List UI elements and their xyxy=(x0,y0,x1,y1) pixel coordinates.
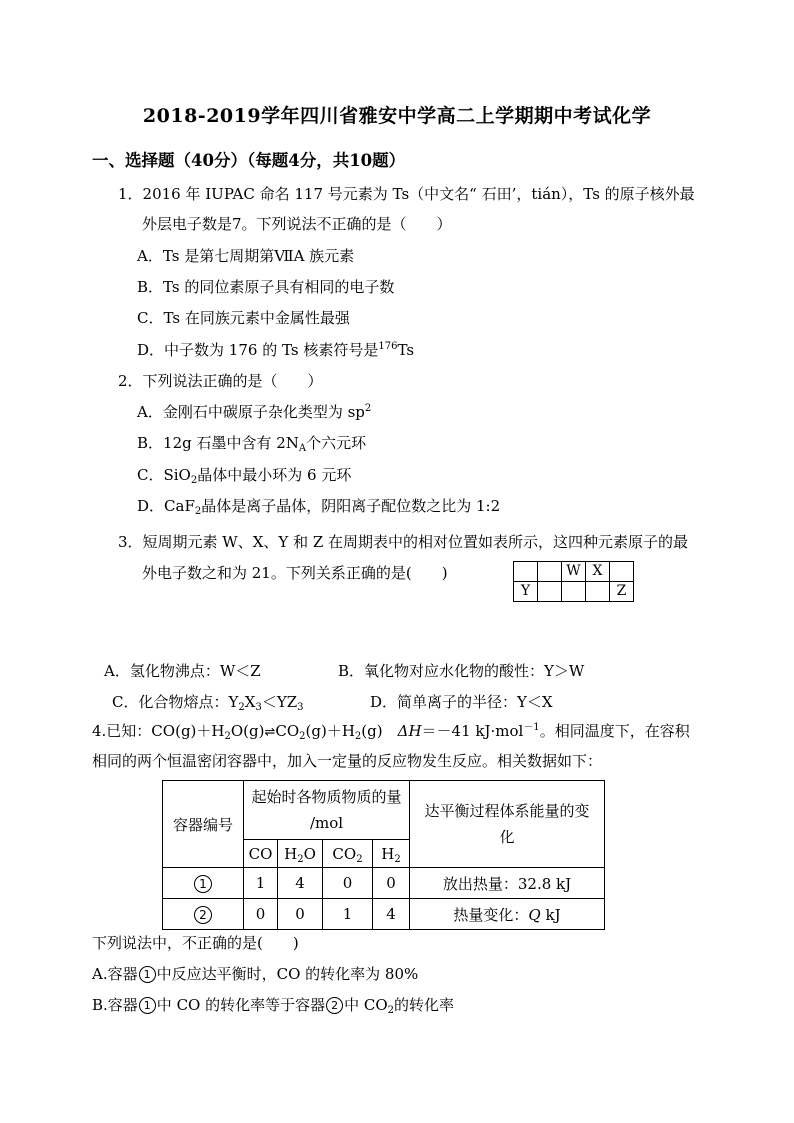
q1-option-a: A．Ts 是第七周期第ⅦA 族元素 xyxy=(137,247,355,265)
header-container-id: 容器编号 xyxy=(163,781,244,868)
periodic-position-table xyxy=(513,561,634,602)
q3-stem-line2: 外电子数之和为 21。下列关系正确的是( ) xyxy=(142,564,448,582)
circled-number: 2 xyxy=(326,997,343,1014)
q3-option-c-sub2: 3 xyxy=(255,702,262,713)
q3-option-b: B．氧化物对应水化物的酸性：Y＞W xyxy=(338,662,585,680)
circled-number: 1 xyxy=(194,875,212,893)
q1-stem-line1: 1．2016 年 IUPAC 命名 117 号元素为 Ts（中文名“ 石田’，tián），Ts 的原子核外最 xyxy=(118,185,695,203)
q1-option-d-mass-number: 176 xyxy=(378,341,398,352)
col-co: CO xyxy=(244,840,278,868)
q4-eq-part: CO xyxy=(275,722,300,740)
circled-number: 1 xyxy=(139,966,156,983)
row-container-id xyxy=(163,899,244,930)
periodic-cell xyxy=(586,582,610,602)
q3-option-d: D．简单离子的半径：Y＜X xyxy=(370,693,553,711)
page-title: 2018-2019学年四川省雅安中学高二上学期期中考试化学 xyxy=(142,105,652,127)
q1-option-d xyxy=(137,340,414,360)
header-initial-amount-line2: /mol xyxy=(309,814,344,832)
q3-stem-line1: 3．短周期元素 W、X、Y 和 Z 在周期表中的相对位置如表所示，这四种元素原子的最 xyxy=(118,533,689,551)
q2-option-c xyxy=(137,465,351,485)
col-co2-sub: 2 xyxy=(356,853,363,865)
reversible-arrow-icon: ⇌ xyxy=(264,725,276,740)
cell-energy-text: 热量变化： xyxy=(453,905,529,924)
periodic-cell xyxy=(538,562,562,582)
q2-option-a xyxy=(137,402,371,422)
q4-eq-sub: 2 xyxy=(224,731,231,742)
q4-eq-sub: 2 xyxy=(354,731,362,742)
periodic-cell: Z xyxy=(610,582,634,602)
col-co2-a: CO xyxy=(332,844,357,863)
table-header-row xyxy=(163,781,605,840)
cell-h2o: 0 xyxy=(278,899,323,930)
q4-stem-line1 xyxy=(92,721,690,743)
cell-energy xyxy=(410,899,605,930)
q2-stem: 2．下列说法正确的是（ ） xyxy=(118,372,323,390)
q1-stem-line2: 外层电子数是7。下列说法不正确的是（ ） xyxy=(142,215,452,233)
periodic-cell xyxy=(562,582,586,602)
circled-number: 1 xyxy=(139,997,156,1014)
q2-option-a-sup: 2 xyxy=(364,403,372,414)
q2-option-b xyxy=(137,433,366,453)
cell-energy-text: 放出热量：32.8 kJ xyxy=(442,874,572,893)
q1-option-c: C．Ts 在同族元素中金属性最强 xyxy=(137,309,350,327)
q4-option-b-mid2: 中 CO xyxy=(344,996,388,1014)
cell-h2o: 4 xyxy=(278,868,323,899)
cell-energy xyxy=(410,868,605,899)
q4-option-b-post: 的转化率 xyxy=(394,996,455,1014)
q3-option-c-mid2: ＜YZ xyxy=(261,693,298,711)
q1-option-b: B．Ts 的同位素原子具有相同的电子数 xyxy=(137,278,395,296)
q4-option-a-pre: A.容器 xyxy=(92,965,138,983)
q2-option-d-post: 晶体是离子晶体，阴阳离子配位数之比为 1:2 xyxy=(201,497,501,515)
q4-delta-h: ΔH xyxy=(397,722,422,740)
q4-option-b-mid: 中 CO 的转化率等于容器 xyxy=(156,996,326,1014)
periodic-cell xyxy=(610,562,634,582)
q2-option-b-sub: A xyxy=(298,443,307,454)
col-h2o-sub: 2 xyxy=(297,853,304,865)
q1-option-d-text: D．中子数为 176 的 Ts 核素符号是 xyxy=(137,341,379,359)
col-h2o-b: O xyxy=(303,844,316,863)
cell-energy-unit: kJ xyxy=(540,905,561,924)
col-h2 xyxy=(373,840,410,868)
q4-eq-part: ＝－41 kJ·mol xyxy=(421,722,524,740)
q4-stem-line2: 相同的两个恒温密闭容器中，加入一定量的反应物发生反应。相关数据如下： xyxy=(92,752,603,770)
cell-co2: 0 xyxy=(323,868,373,899)
q4-option-a-post: 中反应达平衡时，CO 的转化率为 80% xyxy=(156,965,419,983)
cell-h2: 0 xyxy=(373,868,410,899)
q2-option-d-pre: D．CaF xyxy=(137,497,195,515)
q3-option-c-mid1: X xyxy=(244,693,256,711)
col-h2-a: H xyxy=(381,844,395,863)
q3-option-c-sub1: 2 xyxy=(238,702,245,713)
q4-eq-part: (g) xyxy=(361,722,398,740)
cell-co2: 1 xyxy=(323,899,373,930)
row-container-id xyxy=(163,868,244,899)
periodic-table-row xyxy=(514,582,634,602)
circled-number: 2 xyxy=(194,906,212,924)
header-energy-change-line1: 达平衡过程体系能量的变 xyxy=(424,802,590,820)
q3-option-a: A．氢化物沸点：W＜Z xyxy=(104,662,261,680)
q4-option-a xyxy=(92,964,418,984)
q3-option-c-pre: C．化合物熔点：Y xyxy=(112,693,239,711)
q2-option-d xyxy=(137,496,500,516)
header-initial-amount xyxy=(244,781,410,840)
q3-option-c xyxy=(112,692,304,712)
q4-stem-line3: 下列说法中，不正确的是( ) xyxy=(92,934,299,952)
q2-option-c-post: 晶体中最小环为 6 元环 xyxy=(197,466,352,484)
q1-option-d-symbol: Ts xyxy=(397,341,415,359)
col-h2-sub: 2 xyxy=(394,853,401,865)
q4-eq-part: 4.已知：CO(g)＋H xyxy=(92,722,225,740)
header-energy-change xyxy=(410,781,605,868)
cell-co: 0 xyxy=(244,899,278,930)
q4-eq-sup: －1 xyxy=(523,722,540,733)
section-heading: 一、选择题（40分）（每题4分，共10题） xyxy=(92,151,406,170)
q4-eq-sub: 2 xyxy=(299,731,306,742)
q3-option-c-sub3: 3 xyxy=(297,702,304,713)
header-energy-change-line2: 化 xyxy=(499,828,515,846)
col-h2o xyxy=(278,840,323,868)
periodic-cell: W xyxy=(562,562,586,582)
q4-eq-part: O(g) xyxy=(230,722,265,740)
periodic-cell: Y xyxy=(514,582,538,602)
col-co2 xyxy=(323,840,373,868)
q4-option-b-sub: 2 xyxy=(387,1005,395,1016)
header-initial-amount-line1: 起始时各物质物质的量 xyxy=(251,788,402,806)
periodic-cell xyxy=(538,582,562,602)
q2-option-c-pre: C．SiO xyxy=(137,466,191,484)
cell-co: 1 xyxy=(244,868,278,899)
q2-option-a-text: A．金刚石中碳原子杂化类型为 sp xyxy=(137,403,365,421)
cell-h2: 4 xyxy=(373,899,410,930)
periodic-cell: X xyxy=(586,562,610,582)
q4-eq-part: 。相同温度下，在容积 xyxy=(539,722,690,740)
q2-option-c-sub: 2 xyxy=(190,475,198,486)
q2-option-b-pre: B．12g 石墨中含有 2N xyxy=(137,434,299,452)
table-row xyxy=(163,868,605,899)
q2-option-d-sub: 2 xyxy=(194,506,202,517)
q2-option-b-post: 个六元环 xyxy=(306,434,367,452)
table-row xyxy=(163,899,605,930)
q4-option-b-pre: B.容器 xyxy=(92,996,138,1014)
q4-option-b xyxy=(92,995,454,1015)
q4-eq-part: (g)＋H xyxy=(305,722,355,740)
periodic-table-row xyxy=(514,562,634,582)
cell-energy-q: Q xyxy=(528,905,541,924)
reaction-data-table xyxy=(162,780,605,930)
col-h2o-a: H xyxy=(284,844,298,863)
periodic-cell xyxy=(514,562,538,582)
